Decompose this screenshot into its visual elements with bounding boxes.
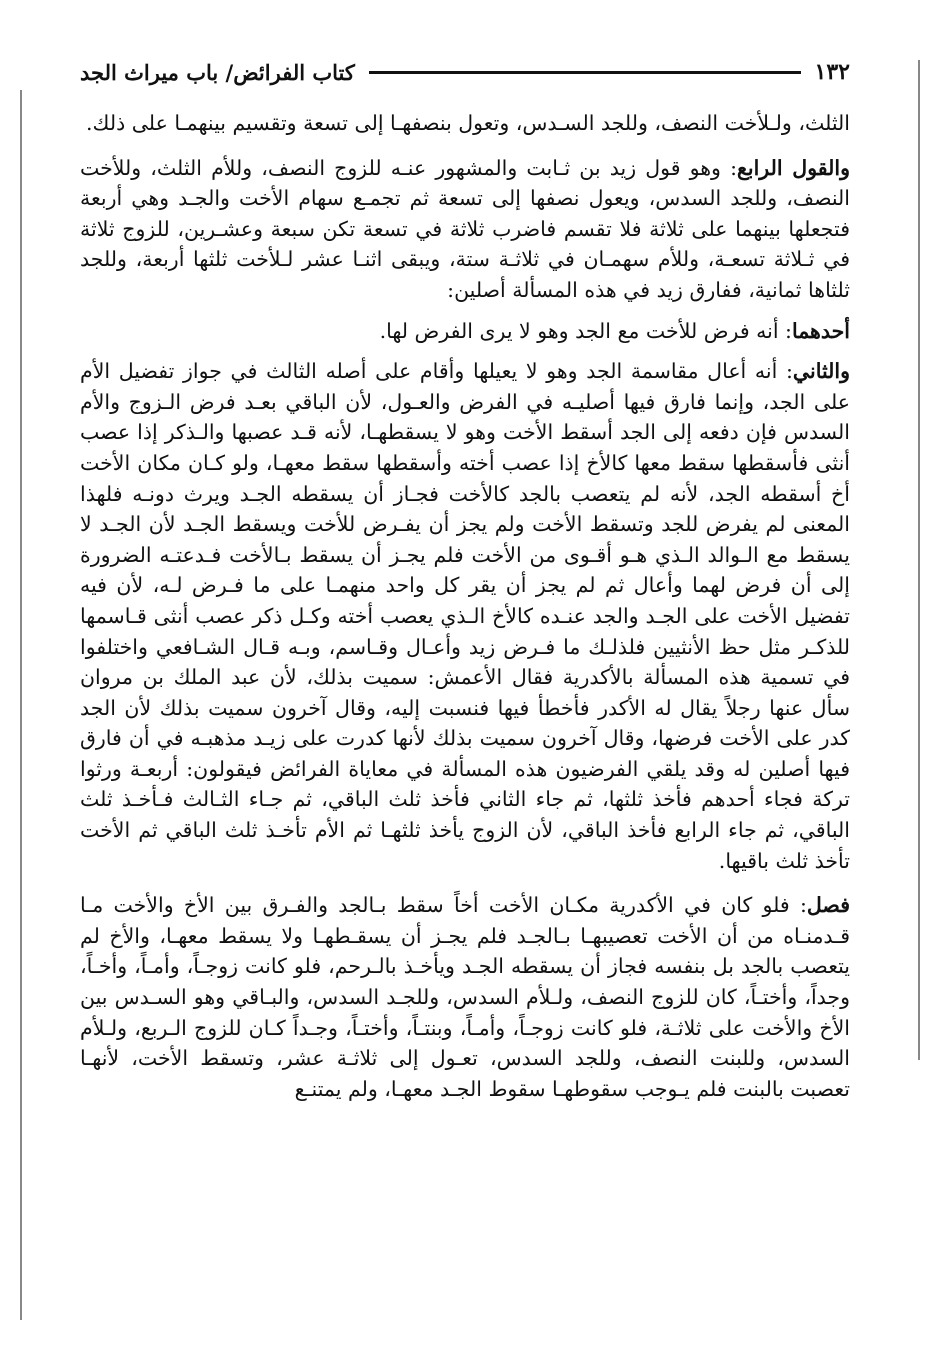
paragraph-lead: والثاني (792, 359, 850, 384)
paragraph-lead: والقول الرابع (736, 155, 850, 180)
running-title: كتاب الفرائض/ باب ميراث الجد (80, 59, 355, 85)
paragraph-text: : أنه فرض للأخت مع الجد وهو لا يرى الفرض لها. (379, 318, 792, 343)
paragraph-text: : أنه أعال مقاسمة الجد وهو لا يعيلها وأقام على أصله الثالث في جواز تفضيل الأم على الجد، وإنما فارق فيها أصليـه في الفرض والعـول، لأن الباقي بعـد فرض الـزوج والأم السدس فإن دفعه إلى الجد أسقط الأخت وهو لا يسقطهـا، لأنه قـد عصبها والـذكر إذا عصب أنثى فأسقطها سقط معها كالأخ إذا عصب أخته وأسقطها سقط معهـا، ولو كـان مكان الأخت أخ أسقطه الجد، لأنه لم يتعصب بالجد كالأخت فجـاز أن يسقطه الجـد ويرث دونـه فلهذا المعنى لم يفرض للجد وتسقط الأخت ولم يجز أن يفـرض للأخت ويسقط الجـد لأن الجـد لا يسقط مع الـوالد الـذي هـو أقـوى من الأخت فلم يجـز أن يسقط بـالأخت فـدعتـه الضرورة إلى أن فرض لهما وأعال ثم لم يجز أن يقر كل واحد منهمـا على ما فـرض لـه، لأن فيه تفضيل الأخت على الجـد والجد عنـده كالأخ الـذي يعصب أخته وكـل ذكر عصب أنثى قـاسمها للذكـر مثل حظ الأنثيين فلذلـك ما فـرض زيد وأعـال وقـاسم، وبـه قـال الشـافعي واختلفوا في تسمية هذه المسألة بالأكدرية فقال الأعمش: سميت بذلك، لأن عبد الملك بن مروان سأل عنها رجلاً يقال له الأكدر فأخطأ فيها فنسبت إليه، وقال آخرون سميت بذلك لأن الجد كدر على الأخت فرضها، وقال آخرون سميت بذلك لأنها كدرت على زيـد مذهبـه في أن فارق فيها أصلين له وقد يلقي الفرضيون هذه المسألة في معاياة الفرائض فيقولون: أربعـة ورثوا تركة فجاء أحدهم فأخذ ثلثها، ثم جاء الثاني فأخذ ثلث الباقي، ثم جـاء الثـالث فـأخـذ ثلث الباقي، ثم جاء الرابع فأخذ الباقي، لأن الزوج يأخذ ثلثهـا ثم الأم تأخـذ ثلث الباقي ثم الأخت تأخذ ثلث باقيها. (80, 359, 850, 873)
paragraph-section (80, 890, 850, 1104)
paragraph-lead: فصل (806, 893, 850, 918)
page-header (80, 52, 850, 92)
page-body (80, 108, 850, 1104)
paragraph-text: الثلث، ولـلأخت النصف، وللجد السـدس، وتعول بنصفهـا إلى تسعة وتقسيم بينهمـا على ذلك. (86, 111, 850, 135)
paragraph-fourth-opinion (80, 153, 850, 306)
paragraph-lead: أحدهما (791, 318, 850, 343)
header-rule (369, 71, 801, 74)
page-number: ١٣٢ (814, 59, 850, 85)
book-page (80, 52, 850, 1104)
paragraph-second-principle (80, 356, 850, 876)
paragraph-text: : فلو كان في الأكدرية مكـان الأخت أخاً سقط بـالجد والفـرق بين الأخ والأخت مـا قـدمنـاه من أن الأخت تعصيبهـا بـالجـد فلم يجـز أن يسقـطهـا ولا يسقط معهـا، والأخ لم يتعصب بالجد بل بنفسه فجاز أن يسقطه الجـد ويأخـذ بالـرحم، فلو كانت زوجـاً، وأمـاً، وأخـاً، وجداً، وأختـاً، كان للزوج النصف، ولـلأم السدس، وللجـد السدس، والبـاقي وهو السـدس بين الأخ والأخت على ثلاثـة، فلو كانت زوجـاً، وأمـاً، وبنتـاً، وأختـاً، وجـداً كـان للزوج الـربع، ولـلأم السدس، وللبنت النصف، وللجد السدس، تعـول إلى ثلاثـة عشر، وتسقط الأخت، لأنهـا تعصبت بالبنت فلم يـوجب سقوطهـا سقوط الجـد معهـا، ولم يمتنـع (80, 893, 850, 1101)
paragraph-first-principle (80, 316, 850, 347)
left-margin-line (20, 90, 22, 1320)
right-margin-line (918, 60, 920, 1060)
paragraph-text: : وهو قول زيد بن ثـابت والمشهور عنـه للزوج النصف، وللأم الثلث، وللأخت النصف، وللجد السدس، ويعول نصفها إلى تسعة ثم تجمـع سهام الأخت والجـد وهي أربعة فتجعلها بينهما على ثلاثة فلا تقسم فاضرب ثلاثة في تسعة تكن سبعة وعشـرين، للزوج ثلاثة في ثـلاثة تسعـة، وللأم سهمـان في ثلاثـة ستة، ويبقى اثنـا عشر لـلأخت ثلثها أربعة، وللجد ثلثاها ثمانية، ففارق زيد في هذه المسألة أصلين: (80, 155, 850, 302)
paragraph-intro (80, 108, 850, 139)
